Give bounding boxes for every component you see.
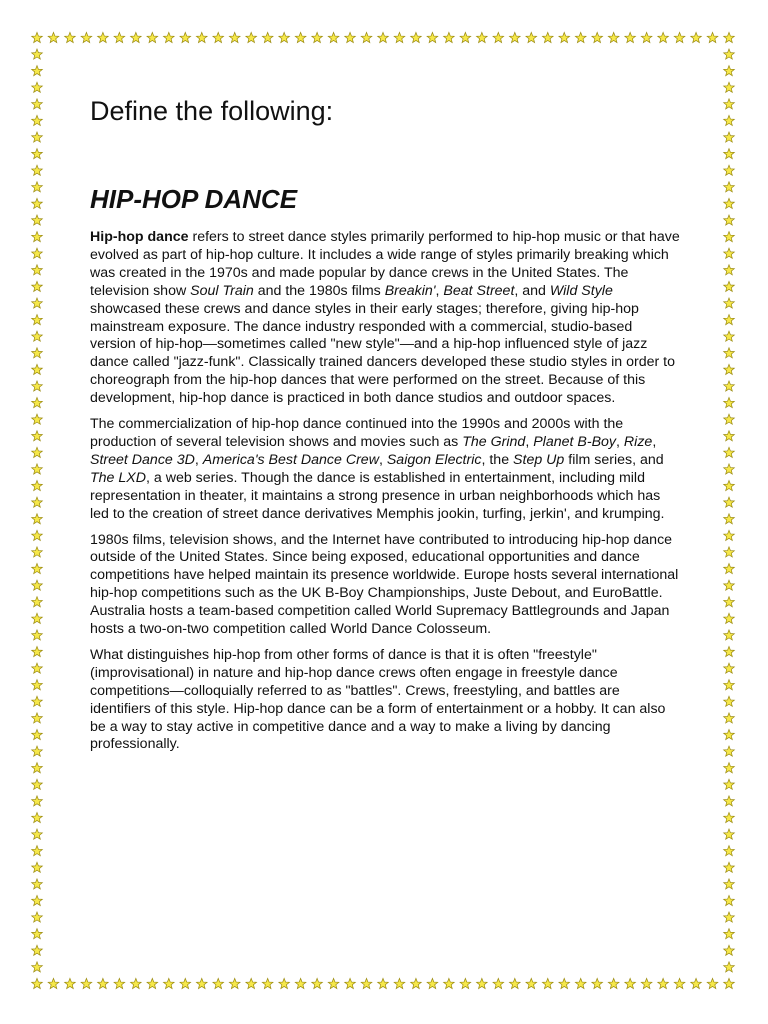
text-run: , bbox=[378, 451, 387, 468]
star-icon bbox=[32, 879, 43, 889]
star-icon bbox=[98, 32, 109, 42]
star-icon bbox=[32, 298, 43, 308]
star-icon bbox=[98, 978, 109, 988]
star-icon bbox=[559, 978, 570, 988]
star-icon bbox=[526, 32, 537, 42]
star-icon bbox=[542, 978, 553, 988]
star-icon bbox=[724, 414, 735, 424]
star-icon bbox=[724, 298, 735, 308]
star-icon bbox=[724, 82, 735, 92]
paragraph-3 bbox=[90, 532, 680, 639]
star-icon bbox=[32, 198, 43, 208]
text-run: film series, and bbox=[564, 451, 664, 468]
star-icon bbox=[32, 746, 43, 756]
text-run: , the bbox=[481, 451, 514, 468]
page-heading: Define the following: bbox=[90, 96, 334, 126]
italic-title: Rize bbox=[623, 433, 653, 450]
star-icon bbox=[32, 630, 43, 640]
italic-title: Wild Style bbox=[549, 282, 613, 299]
star-icon bbox=[32, 398, 43, 408]
star-icon bbox=[163, 32, 174, 42]
italic-title: Soul Train bbox=[190, 282, 254, 299]
star-icon bbox=[724, 962, 735, 972]
star-icon bbox=[724, 978, 735, 988]
text-run: refers to street dance styles primarily performed to hip-hop music or that have evolved as part of hip-hop culture. It includes a wide range of styles primarily breaking which was created in the 1970s and made popular by dance crews in the United States. The television show bbox=[90, 229, 680, 299]
star-icon bbox=[32, 431, 43, 441]
text-run: , bbox=[652, 433, 657, 450]
italic-title: Saigon Electric bbox=[386, 451, 482, 468]
paragraph-1 bbox=[90, 229, 680, 408]
star-icon bbox=[163, 978, 174, 988]
star-icon bbox=[32, 82, 43, 92]
document-content bbox=[90, 95, 680, 762]
star-icon bbox=[724, 265, 735, 275]
star-icon bbox=[32, 846, 43, 856]
star-icon bbox=[724, 315, 735, 325]
star-icon bbox=[460, 978, 471, 988]
star-icon bbox=[724, 912, 735, 922]
star-icon bbox=[658, 978, 669, 988]
star-icon bbox=[724, 364, 735, 374]
star-icon bbox=[32, 32, 43, 42]
star-icon bbox=[32, 132, 43, 142]
star-icon bbox=[32, 364, 43, 374]
star-icon bbox=[32, 829, 43, 839]
star-icon bbox=[279, 978, 290, 988]
star-icon bbox=[724, 132, 735, 142]
star-icon bbox=[229, 978, 240, 988]
star-icon bbox=[262, 978, 273, 988]
star-icon bbox=[328, 978, 339, 988]
star-icon bbox=[32, 248, 43, 258]
text-run: , and bbox=[514, 282, 550, 299]
star-icon bbox=[724, 680, 735, 690]
star-icon bbox=[32, 580, 43, 590]
star-icon bbox=[658, 32, 669, 42]
star-icon bbox=[444, 978, 455, 988]
star-icon bbox=[724, 281, 735, 291]
text-run: , bbox=[435, 282, 444, 299]
star-icon bbox=[724, 879, 735, 889]
star-icon bbox=[32, 680, 43, 690]
star-icon bbox=[724, 547, 735, 557]
star-icon bbox=[691, 32, 702, 42]
italic-title: The LXD bbox=[90, 469, 146, 486]
star-icon bbox=[724, 646, 735, 656]
star-icon bbox=[32, 696, 43, 706]
star-icon bbox=[32, 895, 43, 905]
star-icon bbox=[213, 978, 224, 988]
star-icon bbox=[592, 32, 603, 42]
star-icon bbox=[724, 563, 735, 573]
italic-title: Planet B-Boy bbox=[533, 433, 617, 450]
star-icon bbox=[691, 978, 702, 988]
star-icon bbox=[147, 978, 158, 988]
text-run: and the 1980s films bbox=[253, 282, 385, 299]
star-icon bbox=[114, 978, 125, 988]
star-icon bbox=[724, 713, 735, 723]
star-icon bbox=[724, 779, 735, 789]
star-icon bbox=[196, 978, 207, 988]
star-icon bbox=[625, 32, 636, 42]
star-icon bbox=[575, 978, 586, 988]
star-icon bbox=[32, 530, 43, 540]
star-icon bbox=[32, 613, 43, 623]
star-icon bbox=[724, 198, 735, 208]
star-icon bbox=[724, 945, 735, 955]
star-icon bbox=[213, 32, 224, 42]
star-icon bbox=[312, 978, 323, 988]
star-icon bbox=[477, 32, 488, 42]
star-icon bbox=[65, 32, 76, 42]
text-run: 1980s films, television shows, and the Internet have contributed to introducing hip-hop dance outside of the United States. Since being exposed, educational opportunities and dance competitions have helped maintain its presence worldwide. Europe hosts several international hip-hop competitions such as the UK B-Boy Championships, Juste Debout, and EuroBattle. Australia hosts a team-based competition called World Supremacy Battlegrounds and Japan hosts a two-on-two competition called World Dance Colosseum. bbox=[90, 531, 679, 638]
star-icon bbox=[32, 381, 43, 391]
star-icon bbox=[32, 497, 43, 507]
section-title: HIP-HOP DANCE bbox=[90, 184, 298, 214]
star-icon bbox=[48, 978, 59, 988]
star-icon bbox=[724, 763, 735, 773]
star-icon bbox=[345, 32, 356, 42]
star-icon bbox=[707, 32, 718, 42]
star-icon bbox=[32, 447, 43, 457]
star-icon bbox=[724, 165, 735, 175]
star-icon bbox=[32, 481, 43, 491]
star-icon bbox=[32, 49, 43, 59]
star-icon bbox=[32, 812, 43, 822]
star-icon bbox=[444, 32, 455, 42]
star-icon bbox=[32, 331, 43, 341]
star-icon bbox=[460, 32, 471, 42]
star-icon bbox=[724, 796, 735, 806]
star-icon bbox=[394, 32, 405, 42]
star-icon bbox=[724, 829, 735, 839]
star-icon bbox=[196, 32, 207, 42]
star-icon bbox=[724, 331, 735, 341]
star-icon bbox=[328, 32, 339, 42]
star-icon bbox=[229, 32, 240, 42]
star-icon bbox=[724, 32, 735, 42]
star-icon bbox=[180, 32, 191, 42]
star-icon bbox=[674, 32, 685, 42]
star-icon bbox=[32, 663, 43, 673]
star-icon bbox=[724, 729, 735, 739]
star-icon bbox=[32, 99, 43, 109]
text-run: , bbox=[194, 451, 203, 468]
star-icon bbox=[32, 978, 43, 988]
star-icon bbox=[32, 165, 43, 175]
star-icon bbox=[32, 149, 43, 159]
star-icon bbox=[625, 978, 636, 988]
star-icon bbox=[32, 945, 43, 955]
star-icon bbox=[724, 149, 735, 159]
star-icon bbox=[608, 32, 619, 42]
star-icon bbox=[641, 32, 652, 42]
star-icon bbox=[724, 248, 735, 258]
star-icon bbox=[32, 929, 43, 939]
star-icon bbox=[724, 99, 735, 109]
star-icon bbox=[378, 32, 389, 42]
text-run: showcased these crews and dance styles in their early stages; therefore, giving hip-hop mainstream exposure. The dance industry responded with a commercial, studio-based version of hip-hop—sometimes called "new style"—and a hip-hop influenced style of jazz dance called "jazz-funk". Classically trained dancers developed these studio styles in order to choreograph from the hip-hop dances that were performed on the street. Because of this development, hip-hop dance is practiced in both dance studios and outdoor spaces. bbox=[90, 300, 675, 407]
italic-title: Breakin' bbox=[384, 282, 436, 299]
star-icon bbox=[509, 32, 520, 42]
star-icon bbox=[559, 32, 570, 42]
star-icon bbox=[542, 32, 553, 42]
star-icon bbox=[32, 563, 43, 573]
star-icon bbox=[592, 978, 603, 988]
star-icon bbox=[641, 978, 652, 988]
text-run: What distinguishes hip-hop from other forms of dance is that it is often "freestyle" (improvisational) in nature and hip-hop dance crews often engage in freestyle dance competitions—colloquially referred to as "battles". Crews, freestyling, and battles are identifiers of this style. Hip-hop dance can be a form of entertainment or a hobby. It can also be a way to stay active in competitive dance and a way to make a living by dancing professionally. bbox=[90, 646, 666, 753]
star-icon bbox=[477, 978, 488, 988]
star-icon bbox=[32, 862, 43, 872]
star-icon bbox=[295, 978, 306, 988]
star-icon bbox=[411, 32, 422, 42]
star-icon bbox=[724, 696, 735, 706]
star-icon bbox=[724, 514, 735, 524]
star-icon bbox=[32, 265, 43, 275]
bold-term: Hip-hop dance bbox=[90, 229, 189, 245]
star-icon bbox=[378, 978, 389, 988]
star-icon bbox=[32, 796, 43, 806]
star-icon bbox=[180, 978, 191, 988]
star-icon bbox=[724, 862, 735, 872]
star-icon bbox=[724, 481, 735, 491]
star-icon bbox=[724, 381, 735, 391]
star-icon bbox=[131, 32, 142, 42]
star-icon bbox=[724, 431, 735, 441]
star-icon bbox=[724, 597, 735, 607]
star-icon bbox=[32, 281, 43, 291]
star-icon bbox=[361, 32, 372, 42]
star-icon bbox=[724, 49, 735, 59]
star-icon bbox=[427, 978, 438, 988]
star-icon bbox=[295, 32, 306, 42]
star-icon bbox=[32, 182, 43, 192]
star-icon bbox=[32, 464, 43, 474]
star-icon bbox=[81, 978, 92, 988]
star-icon bbox=[246, 32, 257, 42]
star-icon bbox=[114, 32, 125, 42]
italic-title: Step Up bbox=[513, 451, 565, 468]
star-icon bbox=[262, 32, 273, 42]
star-icon bbox=[724, 630, 735, 640]
italic-title: The Grind bbox=[462, 433, 526, 450]
star-icon bbox=[394, 978, 405, 988]
text-run: , a web series. Though the dance is established in entertainment, including mild representation in theater, it maintains a strong presence in urban neighborhoods which has led to the creation of street dance derivatives Memphis jookin, turfing, jerkin', and krumping. bbox=[90, 469, 665, 522]
star-icon bbox=[32, 348, 43, 358]
star-icon bbox=[724, 447, 735, 457]
star-icon bbox=[707, 978, 718, 988]
text-run: , bbox=[525, 433, 534, 450]
paragraph-4 bbox=[90, 647, 680, 754]
star-icon bbox=[724, 929, 735, 939]
star-icon bbox=[131, 978, 142, 988]
star-icon bbox=[724, 348, 735, 358]
italic-title: Street Dance 3D bbox=[90, 451, 195, 468]
star-icon bbox=[608, 978, 619, 988]
star-icon bbox=[32, 215, 43, 225]
star-icon bbox=[724, 613, 735, 623]
star-icon bbox=[32, 779, 43, 789]
italic-title: Beat Street bbox=[443, 282, 515, 299]
text-run: , bbox=[616, 433, 624, 450]
text-run: The commercialization of hip-hop dance continued into the 1990s and 2000s with the production of several television shows and movies such as bbox=[90, 416, 624, 450]
star-icon bbox=[48, 32, 59, 42]
star-icon bbox=[32, 912, 43, 922]
star-icon bbox=[724, 895, 735, 905]
star-icon bbox=[81, 32, 92, 42]
star-icon bbox=[246, 978, 257, 988]
star-icon bbox=[724, 497, 735, 507]
italic-title: America's Best Dance Crew bbox=[202, 451, 379, 468]
star-icon bbox=[674, 978, 685, 988]
star-icon bbox=[724, 663, 735, 673]
star-icon bbox=[32, 232, 43, 242]
star-icon bbox=[361, 978, 372, 988]
star-icon bbox=[724, 530, 735, 540]
star-icon bbox=[724, 746, 735, 756]
star-icon bbox=[724, 398, 735, 408]
star-icon bbox=[32, 646, 43, 656]
star-icon bbox=[65, 978, 76, 988]
star-icon bbox=[32, 66, 43, 76]
star-icon bbox=[724, 232, 735, 242]
star-icon bbox=[724, 580, 735, 590]
star-icon bbox=[427, 32, 438, 42]
star-icon bbox=[32, 729, 43, 739]
star-icon bbox=[411, 978, 422, 988]
star-icon bbox=[724, 115, 735, 125]
star-icon bbox=[509, 978, 520, 988]
paragraph-2 bbox=[90, 416, 680, 523]
star-icon bbox=[32, 315, 43, 325]
star-icon bbox=[32, 962, 43, 972]
star-icon bbox=[147, 32, 158, 42]
star-icon bbox=[279, 32, 290, 42]
star-icon bbox=[32, 514, 43, 524]
star-icon bbox=[526, 978, 537, 988]
star-icon bbox=[32, 597, 43, 607]
star-icon bbox=[724, 66, 735, 76]
star-icon bbox=[724, 812, 735, 822]
star-icon bbox=[32, 414, 43, 424]
star-icon bbox=[32, 763, 43, 773]
star-icon bbox=[724, 846, 735, 856]
star-icon bbox=[575, 32, 586, 42]
star-icon bbox=[345, 978, 356, 988]
star-icon bbox=[724, 182, 735, 192]
star-icon bbox=[724, 215, 735, 225]
star-icon bbox=[32, 713, 43, 723]
star-icon bbox=[724, 464, 735, 474]
star-icon bbox=[32, 115, 43, 125]
star-icon bbox=[493, 978, 504, 988]
star-icon bbox=[32, 547, 43, 557]
star-icon bbox=[493, 32, 504, 42]
star-icon bbox=[312, 32, 323, 42]
